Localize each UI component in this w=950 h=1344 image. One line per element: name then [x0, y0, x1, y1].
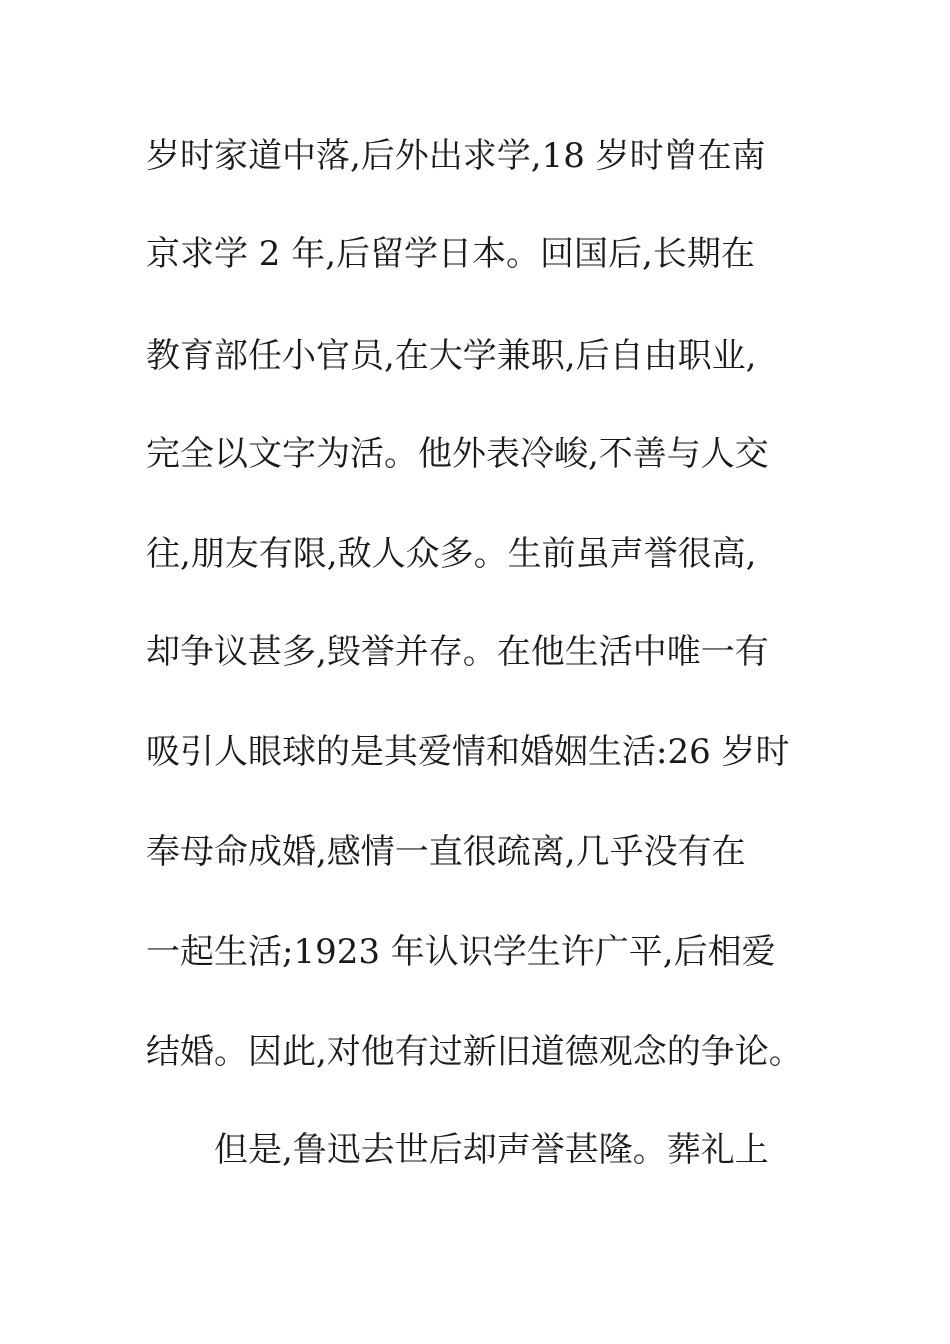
text-line: 却争议甚多,毁誉并存。在他生活中唯一有 — [146, 632, 769, 672]
text-line: 一起生活;1923 年认识学生许广平,后相爱 — [146, 932, 776, 972]
text-line: 岁时家道中落,后外出求学,18 岁时曾在南 — [146, 136, 766, 176]
text-line: 结婚。因此,对他有过新旧道德观念的争论。 — [146, 1032, 803, 1072]
paragraph-start-line: 但是,鲁迅去世后却声誉甚隆。葬礼上 — [214, 1130, 769, 1170]
text-line: 京求学 2 年,后留学日本。回国后,长期在 — [146, 234, 755, 274]
text-line: 吸引人眼球的是其爱情和婚姻生活:26 岁时 — [146, 732, 790, 772]
text-line: 教育部任小官员,在大学兼职,后自由职业, — [146, 336, 757, 376]
text-line: 奉母命成婚,感情一直很疏离,几乎没有在 — [146, 832, 746, 872]
text-line: 完全以文字为活。他外表冷峻,不善与人交 — [146, 434, 769, 474]
text-line: 往,朋友有限,敌人众多。生前虽声誉很高, — [146, 534, 757, 574]
